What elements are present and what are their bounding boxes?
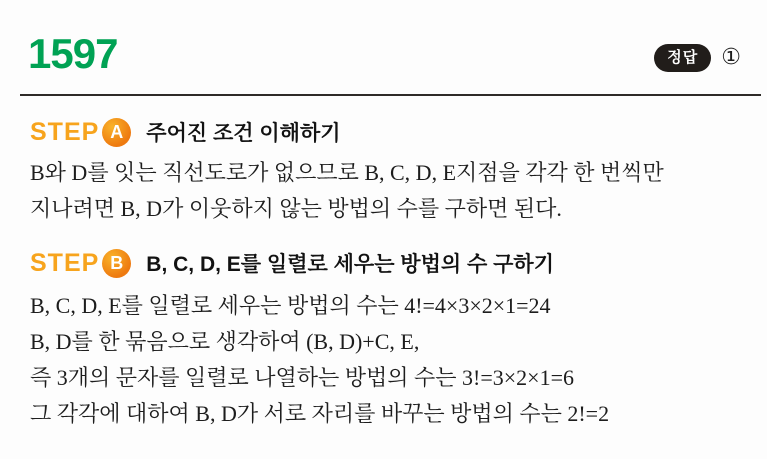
solution-text-line: B, C, D, E를 일렬로 세우는 방법의 수는 4!=4×3×2×1=24 [30, 293, 551, 318]
step-b-paragraph [30, 288, 757, 432]
step-b-label: STEP [30, 248, 100, 277]
answer-area [654, 44, 741, 72]
step-a-letter-badge: A [102, 118, 131, 147]
step-b-heading [30, 246, 767, 280]
solution-text-line: B, D를 한 묶음으로 생각하여 (B, D)+C, E, [30, 329, 420, 354]
solution-text-line: 그 각각에 대하여 B, D가 서로 자리를 바꾸는 방법의 수는 2!=2 [30, 401, 610, 426]
step-b-letter-badge: B [102, 249, 131, 278]
problem-number: 1597 [28, 30, 118, 77]
header-divider [20, 94, 761, 96]
step-a-paragraph [30, 155, 757, 227]
solution-text-line: 지나려면 B, D가 이웃하지 않는 방법의 수를 구하면 된다. [30, 196, 562, 221]
step-a-title: 주어진 조건 이해하기 [146, 122, 341, 145]
answer-choice-number: ① [721, 45, 741, 70]
answer-badge: 정답 [654, 44, 711, 72]
solution-text-line: 즉 3개의 문자를 일렬로 나열하는 방법의 수는 3!=3×2×1=6 [30, 365, 574, 390]
step-a-label: STEP [30, 117, 100, 146]
solution-text-line: B와 D를 잇는 직선도로가 없으므로 B, C, D, E지점을 각각 한 번씩만 [30, 160, 664, 185]
step-b-title: B, C, D, E를 일렬로 세우는 방법의 수 구하기 [146, 253, 554, 276]
step-a-heading [30, 115, 767, 149]
page-header [0, 0, 767, 78]
